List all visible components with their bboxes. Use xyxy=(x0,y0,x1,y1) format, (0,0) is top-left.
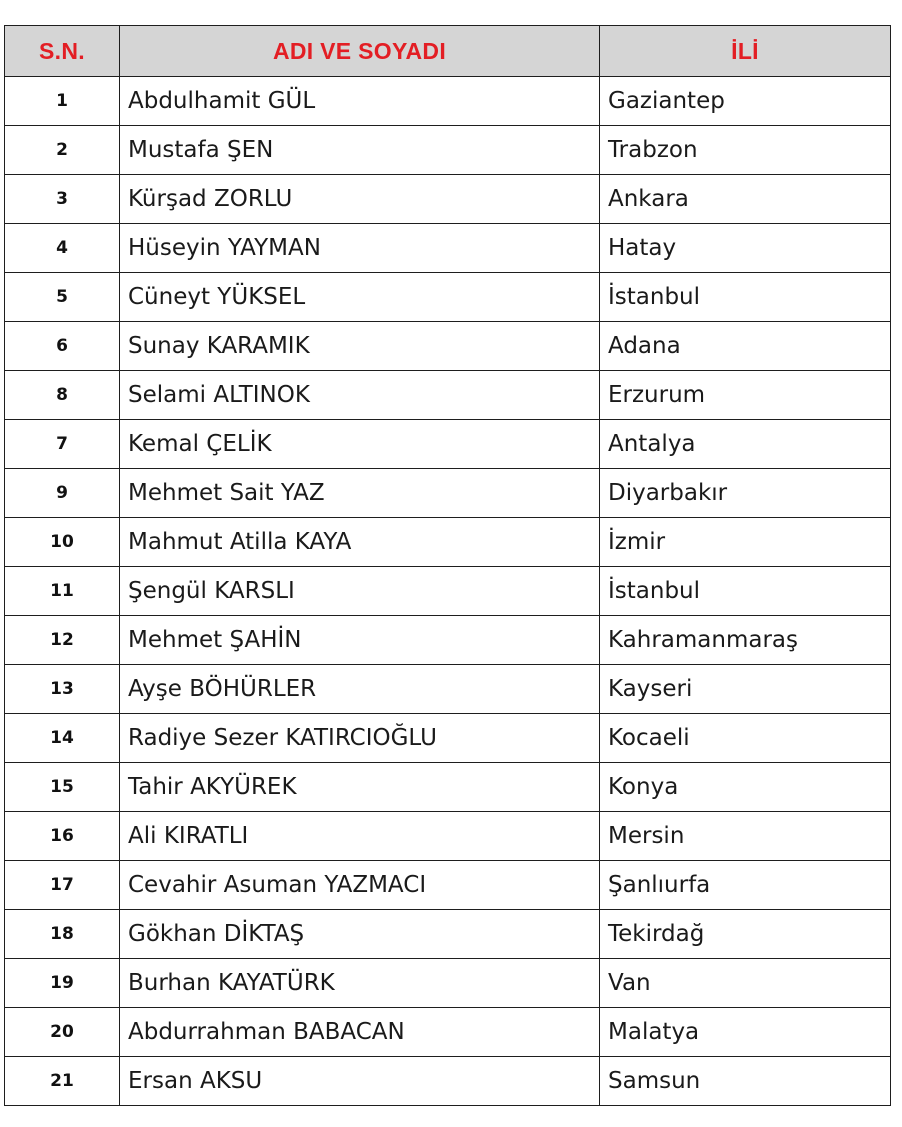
row-city: Samsun xyxy=(600,1057,891,1106)
row-city: Mersin xyxy=(600,812,891,861)
row-name: Burhan KAYATÜRK xyxy=(120,959,600,1008)
table-row xyxy=(5,959,891,1008)
table-row xyxy=(5,175,891,224)
row-number: 20 xyxy=(5,1008,120,1057)
row-number: 7 xyxy=(5,420,120,469)
row-city: Kahramanmaraş xyxy=(600,616,891,665)
table-row xyxy=(5,714,891,763)
row-number: 17 xyxy=(5,861,120,910)
row-number: 4 xyxy=(5,224,120,273)
row-name: Mahmut Atilla KAYA xyxy=(120,518,600,567)
row-city: Trabzon xyxy=(600,126,891,175)
row-number: 1 xyxy=(5,77,120,126)
table-row xyxy=(5,224,891,273)
row-city: Ankara xyxy=(600,175,891,224)
list-table xyxy=(4,25,891,1106)
row-name: Ersan AKSU xyxy=(120,1057,600,1106)
row-name: Hüseyin YAYMAN xyxy=(120,224,600,273)
row-city: Antalya xyxy=(600,420,891,469)
table-row xyxy=(5,273,891,322)
row-name: Kemal ÇELİK xyxy=(120,420,600,469)
table-row xyxy=(5,1057,891,1106)
row-number: 5 xyxy=(5,273,120,322)
header-city: İLİ xyxy=(600,26,891,77)
table-row xyxy=(5,420,891,469)
table-row xyxy=(5,77,891,126)
row-name: Mehmet Sait YAZ xyxy=(120,469,600,518)
table-row xyxy=(5,763,891,812)
row-number: 10 xyxy=(5,518,120,567)
table-header xyxy=(5,26,891,77)
row-name: Tahir AKYÜREK xyxy=(120,763,600,812)
table-row xyxy=(5,469,891,518)
row-name: Cüneyt YÜKSEL xyxy=(120,273,600,322)
row-number: 8 xyxy=(5,371,120,420)
table-row xyxy=(5,665,891,714)
row-number: 6 xyxy=(5,322,120,371)
row-city: Tekirdağ xyxy=(600,910,891,959)
row-city: Gaziantep xyxy=(600,77,891,126)
row-name: Kürşad ZORLU xyxy=(120,175,600,224)
row-city: Van xyxy=(600,959,891,1008)
table-row xyxy=(5,616,891,665)
row-number: 9 xyxy=(5,469,120,518)
row-name: Şengül KARSLI xyxy=(120,567,600,616)
row-name: Sunay KARAMIK xyxy=(120,322,600,371)
row-name: Abdulhamit GÜL xyxy=(120,77,600,126)
row-name: Ali KIRATLI xyxy=(120,812,600,861)
row-number: 12 xyxy=(5,616,120,665)
row-city: İstanbul xyxy=(600,273,891,322)
row-name: Gökhan DİKTAŞ xyxy=(120,910,600,959)
table-row xyxy=(5,322,891,371)
row-name: Radiye Sezer KATIRCIOĞLU xyxy=(120,714,600,763)
header-sn: S.N. xyxy=(5,26,120,77)
table-row xyxy=(5,910,891,959)
row-number: 18 xyxy=(5,910,120,959)
table-body xyxy=(5,77,891,1106)
row-number: 19 xyxy=(5,959,120,1008)
table-row xyxy=(5,812,891,861)
row-number: 13 xyxy=(5,665,120,714)
row-name: Selami ALTINOK xyxy=(120,371,600,420)
list-table-container xyxy=(4,25,891,1106)
row-city: Malatya xyxy=(600,1008,891,1057)
row-name: Mehmet ŞAHİN xyxy=(120,616,600,665)
table-row xyxy=(5,518,891,567)
row-number: 15 xyxy=(5,763,120,812)
table-row xyxy=(5,126,891,175)
table-row xyxy=(5,567,891,616)
row-name: Abdurrahman BABACAN xyxy=(120,1008,600,1057)
table-row xyxy=(5,1008,891,1057)
row-city: İstanbul xyxy=(600,567,891,616)
row-number: 14 xyxy=(5,714,120,763)
row-name: Cevahir Asuman YAZMACI xyxy=(120,861,600,910)
row-city: Erzurum xyxy=(600,371,891,420)
header-row xyxy=(5,26,891,77)
row-city: İzmir xyxy=(600,518,891,567)
row-city: Hatay xyxy=(600,224,891,273)
row-name: Ayşe BÖHÜRLER xyxy=(120,665,600,714)
row-city: Adana xyxy=(600,322,891,371)
row-city: Kayseri xyxy=(600,665,891,714)
row-city: Kocaeli xyxy=(600,714,891,763)
row-number: 16 xyxy=(5,812,120,861)
table-row xyxy=(5,371,891,420)
row-number: 3 xyxy=(5,175,120,224)
row-city: Diyarbakır xyxy=(600,469,891,518)
row-name: Mustafa ŞEN xyxy=(120,126,600,175)
row-city: Şanlıurfa xyxy=(600,861,891,910)
table-row xyxy=(5,861,891,910)
row-city: Konya xyxy=(600,763,891,812)
row-number: 11 xyxy=(5,567,120,616)
row-number: 21 xyxy=(5,1057,120,1106)
row-number: 2 xyxy=(5,126,120,175)
header-name: ADI VE SOYADI xyxy=(120,26,600,77)
